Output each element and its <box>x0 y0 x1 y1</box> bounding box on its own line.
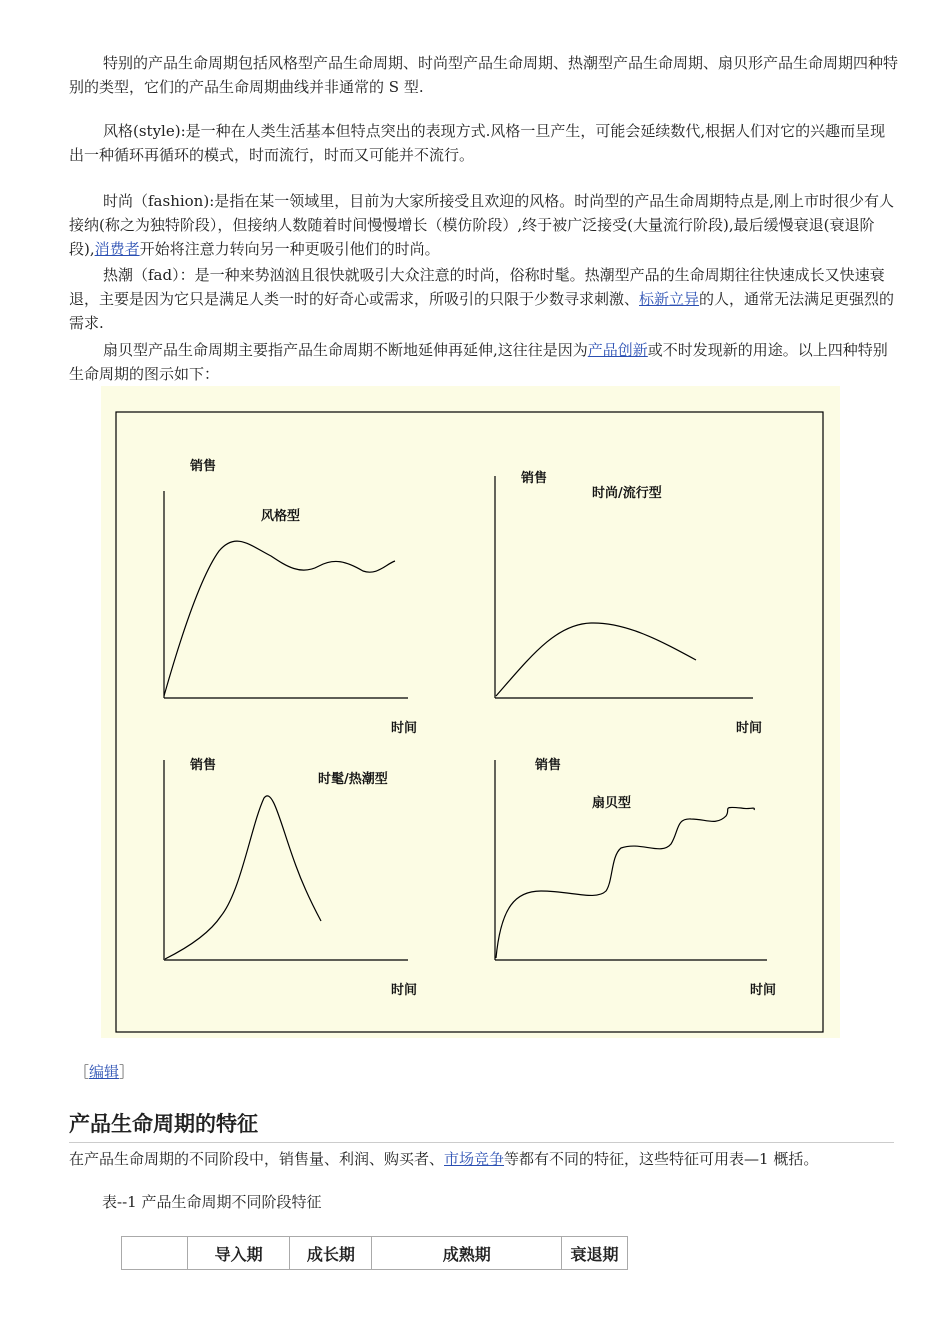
panel-scallop-title: 扇贝型 <box>592 796 632 811</box>
edit-link[interactable]: 编辑 <box>89 1063 120 1081</box>
table-header-cell: 衰退期 <box>562 1237 628 1270</box>
edit-bracket-open: ［ <box>74 1063 90 1081</box>
table-header-cell: 导入期 <box>187 1237 289 1270</box>
panel-fashion-title: 时尚/流行型 <box>592 486 662 501</box>
panel-fashion-xlabel: 时间 <box>736 721 763 736</box>
paragraph-scallop <box>69 338 899 386</box>
panel-style-curve <box>164 541 395 696</box>
table-header-row <box>122 1237 628 1270</box>
panel-style <box>164 458 417 736</box>
section-intro-text-a: 在产品生命周期的不同阶段中，销售量、利润、购买者、 <box>69 1150 445 1168</box>
paragraph-intro: 特别的产品生命周期包括风格型产品生命周期、时尚型产品生命周期、热潮型产品生命周期、扇贝形产品生命周期四种特别的类型，它们的产品生命周期曲线并非通常的 S 型. <box>69 54 899 96</box>
lifecycle-figure-svg <box>101 386 840 1038</box>
table-header-cell: 成熟期 <box>372 1237 562 1270</box>
link-novelty[interactable]: 标新立异 <box>639 290 700 308</box>
panel-fad-title: 时髦/热潮型 <box>318 772 388 787</box>
section-intro <box>69 1147 899 1171</box>
panel-scallop-ylabel: 销售 <box>535 758 562 773</box>
panel-fashion-ylabel: 销售 <box>521 471 548 486</box>
panel-fashion-curve <box>496 623 696 696</box>
paragraph-fashion-text-b: 开始将注意力转向另一种更吸引他们的时尚。 <box>139 240 440 258</box>
paragraph-scallop-text-a: 扇贝型产品生命周期主要指产品生命周期不断地延伸再延伸,这往往是因为 <box>103 341 588 359</box>
link-product-innovation[interactable]: 产品创新 <box>587 341 648 359</box>
panel-fad-ylabel: 销售 <box>190 758 217 773</box>
figure-frame <box>116 412 823 1032</box>
link-consumer[interactable]: 消费者 <box>94 240 140 258</box>
link-market-competition[interactable]: 市场竞争 <box>444 1150 505 1168</box>
panel-fad <box>164 757 417 998</box>
panel-scallop-xlabel: 时间 <box>750 983 777 998</box>
panel-fashion <box>495 470 762 736</box>
paragraph-fashion-text-a: 时尚（fashion):是指在某一领域里，目前为大家所接受且欢迎的风格。时尚型的产品生命周期特点是,刚上市时很少有人接纳(称之为独特阶段），但接纳人数随着时间慢慢增长（模仿阶段）,终于被广泛接受(大量流行阶段),最后缓慢衰退(衰退阶段), <box>69 192 895 258</box>
paragraph-fad-text-a: 热潮（fad）：是一种来势汹汹且很快就吸引大众注意的时尚，俗称时髦。热潮型产品的生命周期往往快速成长又快速衰退，主要是因为它只是满足人类一时的好奇心或需求，所吸引的只限于少数寻求刺激、 <box>69 266 885 308</box>
paragraph-scallop-text-b: 或不时发现新的用途。以上四种特别生命周期的图示如下： <box>69 341 888 383</box>
paragraph-fad <box>69 263 899 335</box>
lifecycle-table <box>121 1236 628 1270</box>
paragraph-style: 风格(style):是一种在人类生活基本但特点突出的表现方式.风格一旦产生，可能会延续数代,根据人们对它的兴趣而呈现出一种循环再循环的模式，时而流行，时而又可能并不流行。 <box>69 122 886 164</box>
panel-scallop-curve <box>496 807 754 958</box>
section-heading: 产品生命周期的特征 <box>69 1108 894 1143</box>
paragraph-fad-text-b: 的人，通常无法满足更强烈的需求. <box>69 290 895 332</box>
edit-section <box>74 1060 134 1084</box>
paragraph-fashion <box>69 189 899 261</box>
panel-style-ylabel: 销售 <box>190 459 217 474</box>
section-intro-text-b: 等都有不同的特征，这些特征可用表—1 概括。 <box>504 1150 819 1168</box>
panel-style-xlabel: 时间 <box>391 721 418 736</box>
table-header-cell <box>122 1237 188 1270</box>
lifecycle-figure <box>101 386 840 1038</box>
table-caption: 表--1 产品生命周期不同阶段特征 <box>102 1193 322 1211</box>
panel-scallop <box>495 757 776 998</box>
edit-bracket-close: ］ <box>119 1063 135 1081</box>
table-header-cell: 成长期 <box>290 1237 372 1270</box>
panel-style-title: 风格型 <box>261 509 301 524</box>
panel-fad-curve <box>165 796 321 959</box>
panel-fad-xlabel: 时间 <box>391 983 418 998</box>
